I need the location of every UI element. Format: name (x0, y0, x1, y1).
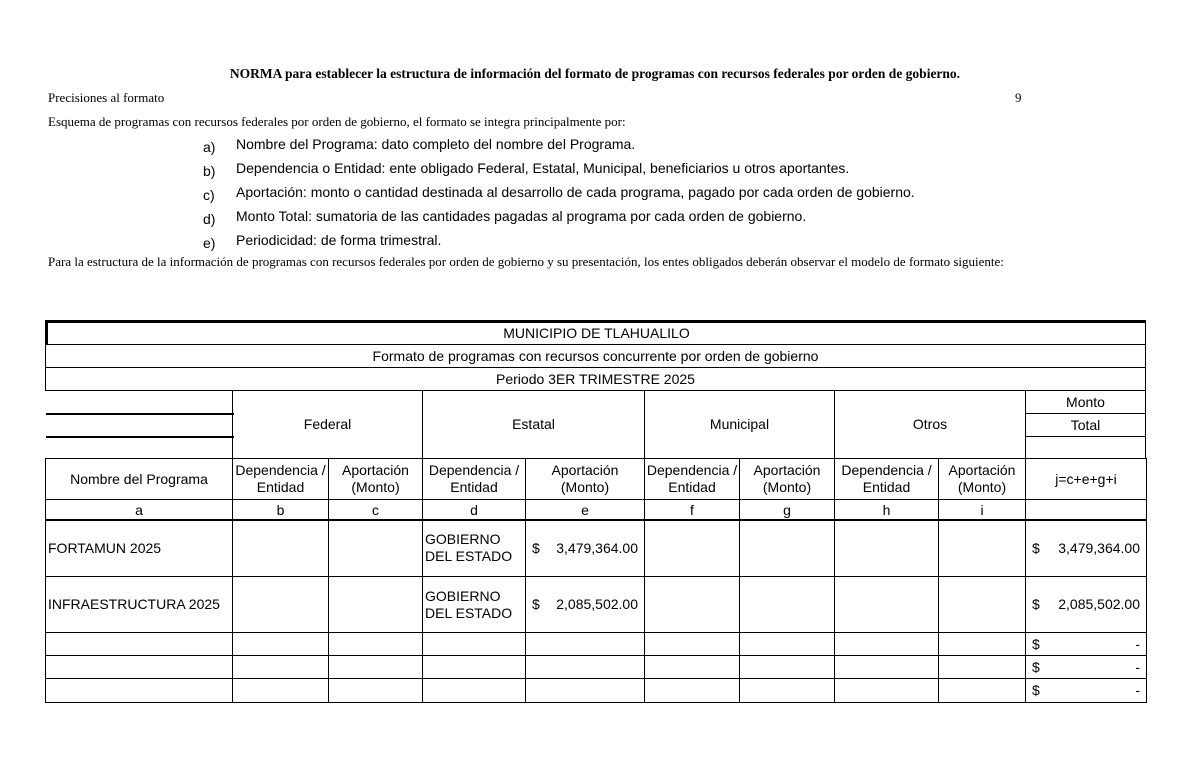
group-estatal: Estatal (422, 390, 645, 459)
column-header: Aportación (Monto) (938, 458, 1026, 500)
empty-cell (525, 678, 645, 703)
list-item: a) Nombre del Programa: dato completo del nombre del Programa. (203, 136, 636, 155)
empty-cell (328, 576, 423, 633)
empty-cell (232, 678, 329, 703)
empty-cell (834, 632, 939, 656)
empty-cell (45, 678, 233, 703)
program-name: FORTAMUN 2025 (45, 519, 233, 577)
column-header: j=c+e+g+i (1025, 458, 1147, 500)
column-header: Dependencia / Entidad (232, 458, 329, 500)
format-title: Formato de programas con recursos concurrente por orden de gobierno (45, 344, 1146, 368)
total-amount (1025, 632, 1147, 656)
estatal-amount (525, 576, 645, 633)
list-item: c) Aportación: monto o cantidad destinada al desarrollo de cada programa, pagado por cada orden de gobierno. (203, 184, 915, 203)
group-municipal: Municipal (644, 390, 835, 459)
column-letter: a (45, 499, 233, 521)
empty-cell (739, 678, 835, 703)
empty-cell (422, 655, 526, 679)
column-letter: g (739, 499, 835, 521)
column-letter: i (938, 499, 1026, 521)
blank-cell (1025, 499, 1147, 521)
empty-cell (644, 576, 740, 633)
empty-cell (45, 632, 233, 656)
amount: 3,479,364.00 (556, 539, 638, 556)
column-header: Aportación (Monto) (525, 458, 645, 500)
amount: - (1135, 635, 1140, 652)
estatal-dependency: GOBIERNO DEL ESTADO (422, 576, 526, 633)
empty-cell (739, 632, 835, 656)
column-letter: e (525, 499, 645, 521)
amount: 3,479,364.00 (1058, 539, 1140, 556)
empty-cell (938, 519, 1026, 577)
list-item: e) Periodicidad: de forma trimestral. (203, 232, 442, 251)
empty-cell (938, 576, 1026, 633)
currency-symbol: $ (1032, 658, 1040, 675)
currency-symbol: $ (1032, 539, 1040, 556)
empty-cell (232, 632, 329, 656)
empty-cell (232, 519, 329, 577)
empty-cell (834, 678, 939, 703)
column-header: Aportación (Monto) (739, 458, 835, 500)
column-letter: d (422, 499, 526, 521)
column-header: Dependencia / Entidad (422, 458, 526, 500)
page-number: 9 (1015, 90, 1022, 105)
empty-cell (328, 519, 423, 577)
list-item: b) Dependencia o Entidad: ente obligado Federal, Estatal, Municipal, beneficiarios u otros aportantes. (203, 160, 850, 179)
empty-cell (938, 632, 1026, 656)
document-title: NORMA para establecer la estructura de información del formato de programas con recursos federales por orden de gobierno. (229, 66, 961, 81)
empty-cell (834, 519, 939, 577)
estatal-dependency: GOBIERNO DEL ESTADO (422, 519, 526, 577)
column-letter: h (834, 499, 939, 521)
empty-cell (644, 519, 740, 577)
currency-symbol: $ (1032, 635, 1040, 652)
empty-cell (739, 576, 835, 633)
empty-cell (328, 678, 423, 703)
monto-label: Monto (1025, 390, 1146, 414)
amount: - (1135, 682, 1140, 698)
column-header: Dependencia / Entidad (834, 458, 939, 500)
empty-cell (525, 655, 645, 679)
currency-symbol: $ (532, 596, 540, 612)
column-header: Aportación (Monto) (328, 458, 423, 500)
empty-cell (739, 519, 835, 577)
empty-cell (739, 655, 835, 679)
empty-cell (232, 576, 329, 633)
empty-cell (422, 632, 526, 656)
list-item: d) Monto Total: sumatoria de las cantidades pagadas al programa por cada orden de gobierno. (203, 208, 807, 227)
column-header: Nombre del Programa (45, 458, 233, 500)
total-amount (1025, 655, 1147, 679)
empty-cell (644, 632, 740, 656)
total-label: Total (1025, 413, 1146, 437)
empty-cell (328, 632, 423, 656)
empty-cell (525, 632, 645, 656)
total-amount (1025, 519, 1147, 577)
subtitle: Precisiones al formato (48, 90, 165, 105)
column-letter: f (644, 499, 740, 521)
entity-name: MUNICIPIO DE TLAHUALILO (45, 320, 1146, 345)
empty-cell (45, 655, 233, 679)
currency-symbol: $ (1032, 596, 1040, 612)
empty-cell (232, 655, 329, 679)
closing-text: Para la estructura de la información de programas con recursos federales por orden de gobierno y su presentación, los entes obligados deberán observar el modelo de formato siguiente: (48, 254, 1004, 269)
period: Periodo 3ER TRIMESTRE 2025 (45, 367, 1146, 391)
empty-cell (938, 678, 1026, 703)
column-header: Dependencia / Entidad (644, 458, 740, 500)
amount: 2,085,502.00 (1058, 596, 1140, 612)
empty-cell (644, 678, 740, 703)
intro-text: Esquema de programas con recursos federales por orden de gobierno, el formato se integra principalmente por: (48, 114, 626, 129)
estatal-amount (525, 519, 645, 577)
empty-cell (834, 655, 939, 679)
currency-symbol: $ (532, 539, 540, 556)
currency-symbol: $ (1032, 682, 1040, 698)
empty-cell (938, 655, 1026, 679)
program-name: INFRAESTRUCTURA 2025 (45, 576, 233, 633)
total-amount (1025, 678, 1147, 703)
amount: - (1135, 658, 1140, 675)
amount: 2,085,502.00 (556, 596, 638, 612)
group-federal: Federal (232, 390, 423, 459)
empty-cell (328, 655, 423, 679)
group-otros: Otros (834, 390, 1026, 459)
column-letter: c (328, 499, 423, 521)
empty-cell (644, 655, 740, 679)
total-amount (1025, 576, 1147, 633)
blank-cell (1025, 436, 1146, 459)
empty-cell (422, 678, 526, 703)
empty-cell (834, 576, 939, 633)
column-letter: b (232, 499, 329, 521)
